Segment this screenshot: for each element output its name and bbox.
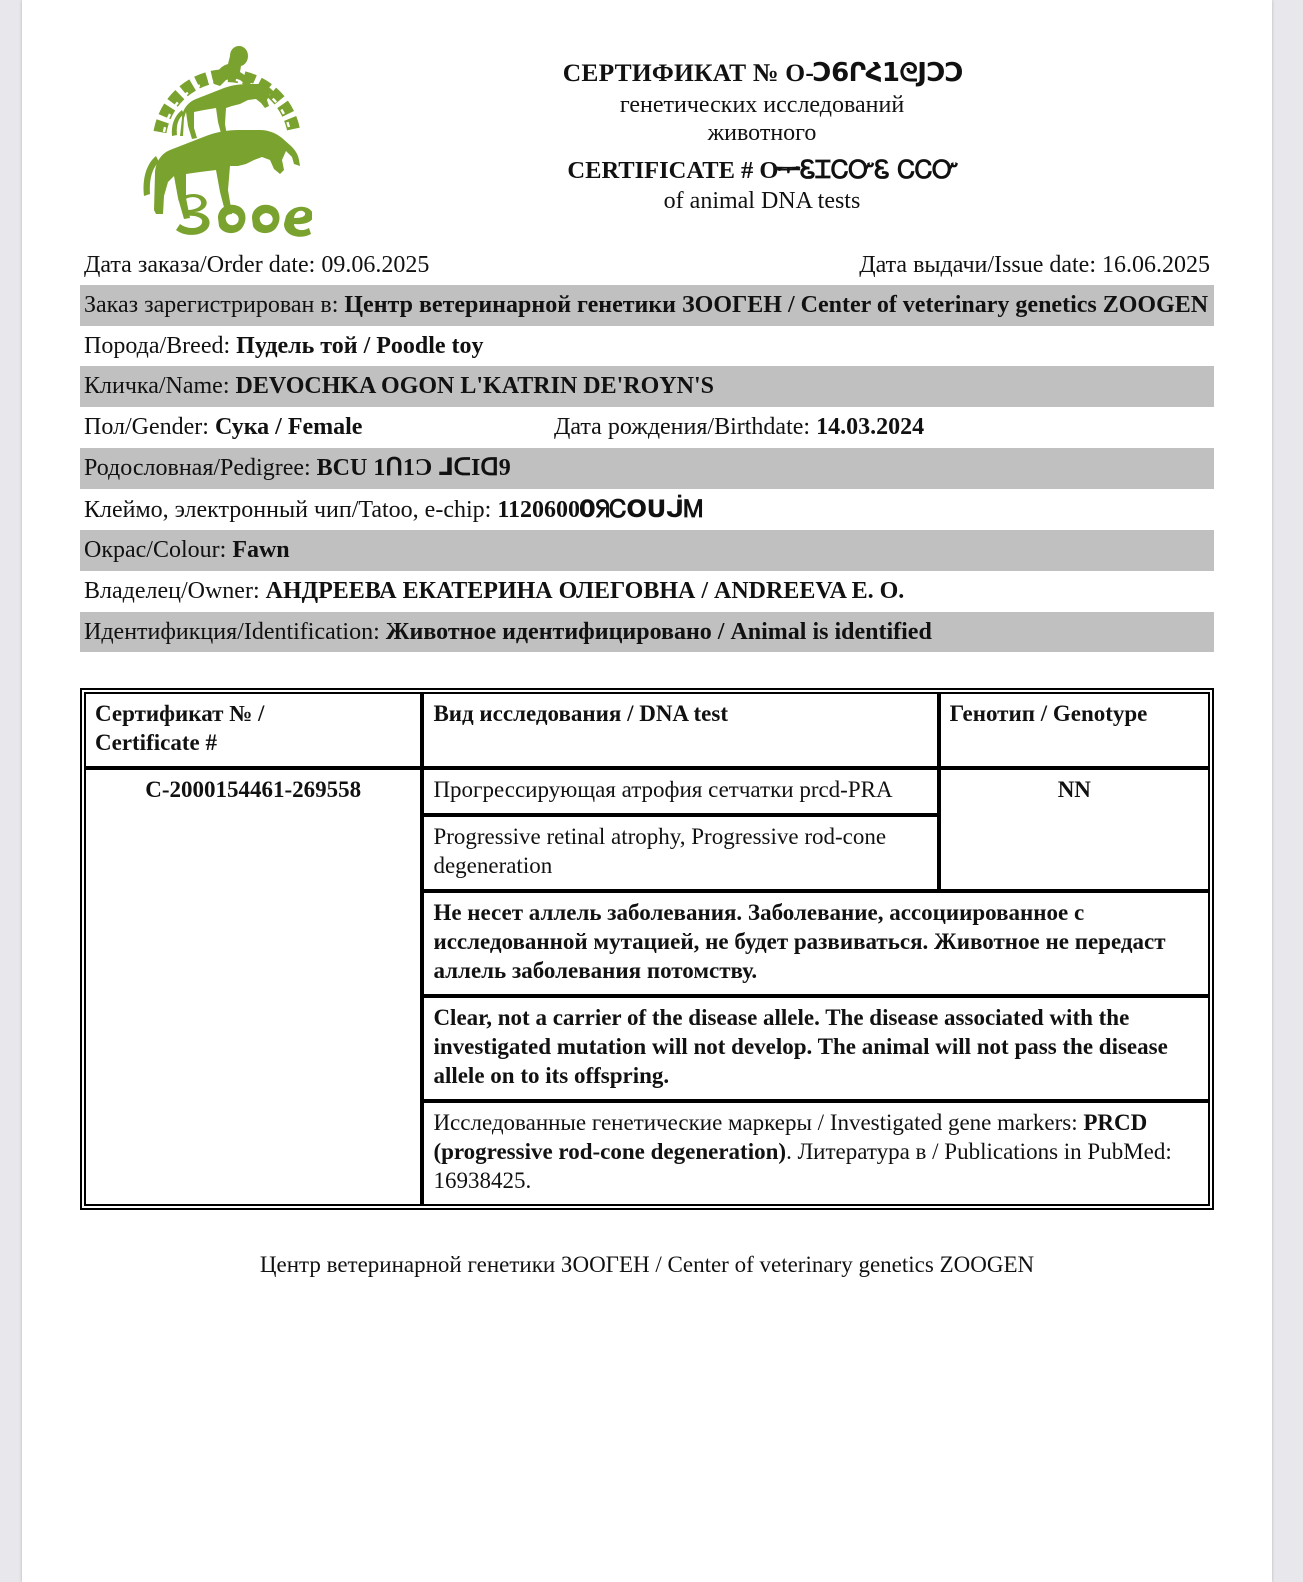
gender-group <box>84 412 554 443</box>
cell-markers <box>422 1101 1210 1206</box>
row-colour <box>80 530 1214 571</box>
certificate-number-en-redacted: ᆍᏋᏆᏟᏅᏋ ᏟᏟᏅ <box>776 155 959 184</box>
markers-period: . <box>786 1139 792 1165</box>
issue-date-value: 16.06.2025 <box>1102 252 1210 278</box>
row-breed <box>80 326 1214 367</box>
order-date-value: 09.06.2025 <box>321 252 430 278</box>
certificate-title-en-text: CERTIFICATE # O <box>567 157 779 184</box>
issue-date <box>859 252 1210 279</box>
birthdate-label: Дата рождения/Birthdate: <box>554 414 811 441</box>
tatoo-value: 1120600 <box>497 496 580 523</box>
order-date <box>84 252 429 279</box>
name-value: DEVOCHKA OGON L'KATRIN DE'ROYN'S <box>235 373 714 400</box>
owner-label: Владелец/Owner: <box>84 578 260 605</box>
row-gender-birthdate <box>80 407 1214 448</box>
certificate-title-ru-text: СЕРТИФИКАТ № O- <box>562 58 815 87</box>
header-certificate <box>84 692 422 768</box>
cell-certificate-number: C-2000154461-269558 <box>84 768 422 1206</box>
table-header-row <box>84 692 1210 768</box>
colour-value: Fawn <box>232 537 290 564</box>
results-table <box>84 692 1210 1206</box>
cell-interpretation-ru: Не несет аллель заболевания. Заболевание, ассоциированное с исследованной мутацией, не будет развиваться. Животное не передаст аллель заболевания потомству. <box>422 891 1210 996</box>
pedigree-label: Родословная/Pedigree: <box>84 454 311 481</box>
markers-value: PRCD (progressive rod-cone degeneration) <box>433 1110 1148 1165</box>
identification-label: Идентификция/Identification: <box>84 618 380 645</box>
row-identification <box>80 612 1214 653</box>
breed-label: Порода/Breed: <box>84 332 231 359</box>
dates-row <box>80 250 1214 285</box>
cell-interpretation-en: Clear, not a carrier of the disease allele. The disease associated with the investigated mutation will not develop. The animal will not pass the disease allele on to its offspring. <box>422 996 1210 1101</box>
name-label: Кличка/Name: <box>84 373 230 400</box>
identification-value: Животное идентифицировано / Animal is identified <box>385 618 932 645</box>
table-row <box>84 768 1210 815</box>
certificate-title-en <box>340 151 1184 186</box>
header-certificate-line1: Сертификат № / <box>95 701 265 727</box>
publications-label: Литература в / Publications in PubMed: <box>797 1139 1172 1165</box>
issue-date-label: Дата выдачи/Issue date: <box>859 252 1096 278</box>
row-registered <box>80 285 1214 326</box>
breed-value: Пудель той / Poodle toy <box>236 332 484 359</box>
certificate-footer: Центр ветеринарной генетики ЗООГЕН / Center of veterinary genetics ZOOGEN <box>259 1252 1035 1278</box>
order-date-label: Дата заказа/Order date: <box>84 252 316 278</box>
certificate-title-ru <box>340 58 1184 89</box>
zoogen-logo <box>142 14 312 250</box>
tatoo-label: Клеймо, электронный чип/Tatoo, e-chip: <box>84 496 492 523</box>
tatoo-value-redacted: 0ᖆᏟOᑌᒎᎷ <box>578 494 703 523</box>
certificate-page <box>22 0 1272 1582</box>
birthdate-value: 14.03.2024 <box>816 414 925 441</box>
owner-value: АНДРЕЕВА ЕКАТЕРИНА ОЛЕГОВНА / ANDREEVA E. O. <box>265 578 905 605</box>
publications-value: 16938425. <box>433 1168 532 1194</box>
colour-label: Окрас/Colour: <box>84 537 227 564</box>
certificate-number-ru-redacted: Ɔ6ՐՀ1ᘓJƆϽ <box>812 58 963 88</box>
registered-label: Заказ зарегистрирован в: <box>84 292 339 318</box>
header-genotype: Генотип / Genotype <box>939 692 1210 768</box>
cell-test-name-ru: Прогрессирующая атрофия сетчатки prcd-PRA <box>422 768 938 815</box>
certificate-subtitle-en: of animal DNA tests <box>663 188 861 214</box>
row-pedigree <box>80 448 1214 489</box>
pedigree-value: BCU 1ᑎ1Ɔ ⅃ᑕIᗡ9 <box>316 454 511 481</box>
row-tatoo-chip <box>80 489 1214 531</box>
birthdate-group <box>554 412 924 443</box>
cell-genotype: NN <box>939 768 1210 891</box>
results-table-frame <box>80 688 1214 1210</box>
certificate-header <box>80 0 1214 250</box>
gender-label: Пол/Gender: <box>84 414 209 441</box>
certificate-subtitle-ru-1: генетических исследований <box>619 92 905 118</box>
row-owner <box>80 571 1214 612</box>
header-certificate-line2: Certificate # <box>95 730 217 756</box>
cell-test-name-en: Progressive retinal atrophy, Progressive rod-cone degeneration <box>422 815 938 891</box>
certificate-subtitle-ru-2: животного <box>707 120 817 146</box>
certificate-title-block <box>340 58 1184 215</box>
row-name <box>80 366 1214 407</box>
header-dna-test: Вид исследования / DNA test <box>422 692 938 768</box>
registered-value: Центр ветеринарной генетики ЗООГЕН / Center of veterinary genetics ZOOGEN <box>344 292 1209 318</box>
gender-value: Сука / Female <box>214 414 363 441</box>
markers-label: Исследованные генетические маркеры / Investigated gene markers: <box>433 1110 1078 1136</box>
